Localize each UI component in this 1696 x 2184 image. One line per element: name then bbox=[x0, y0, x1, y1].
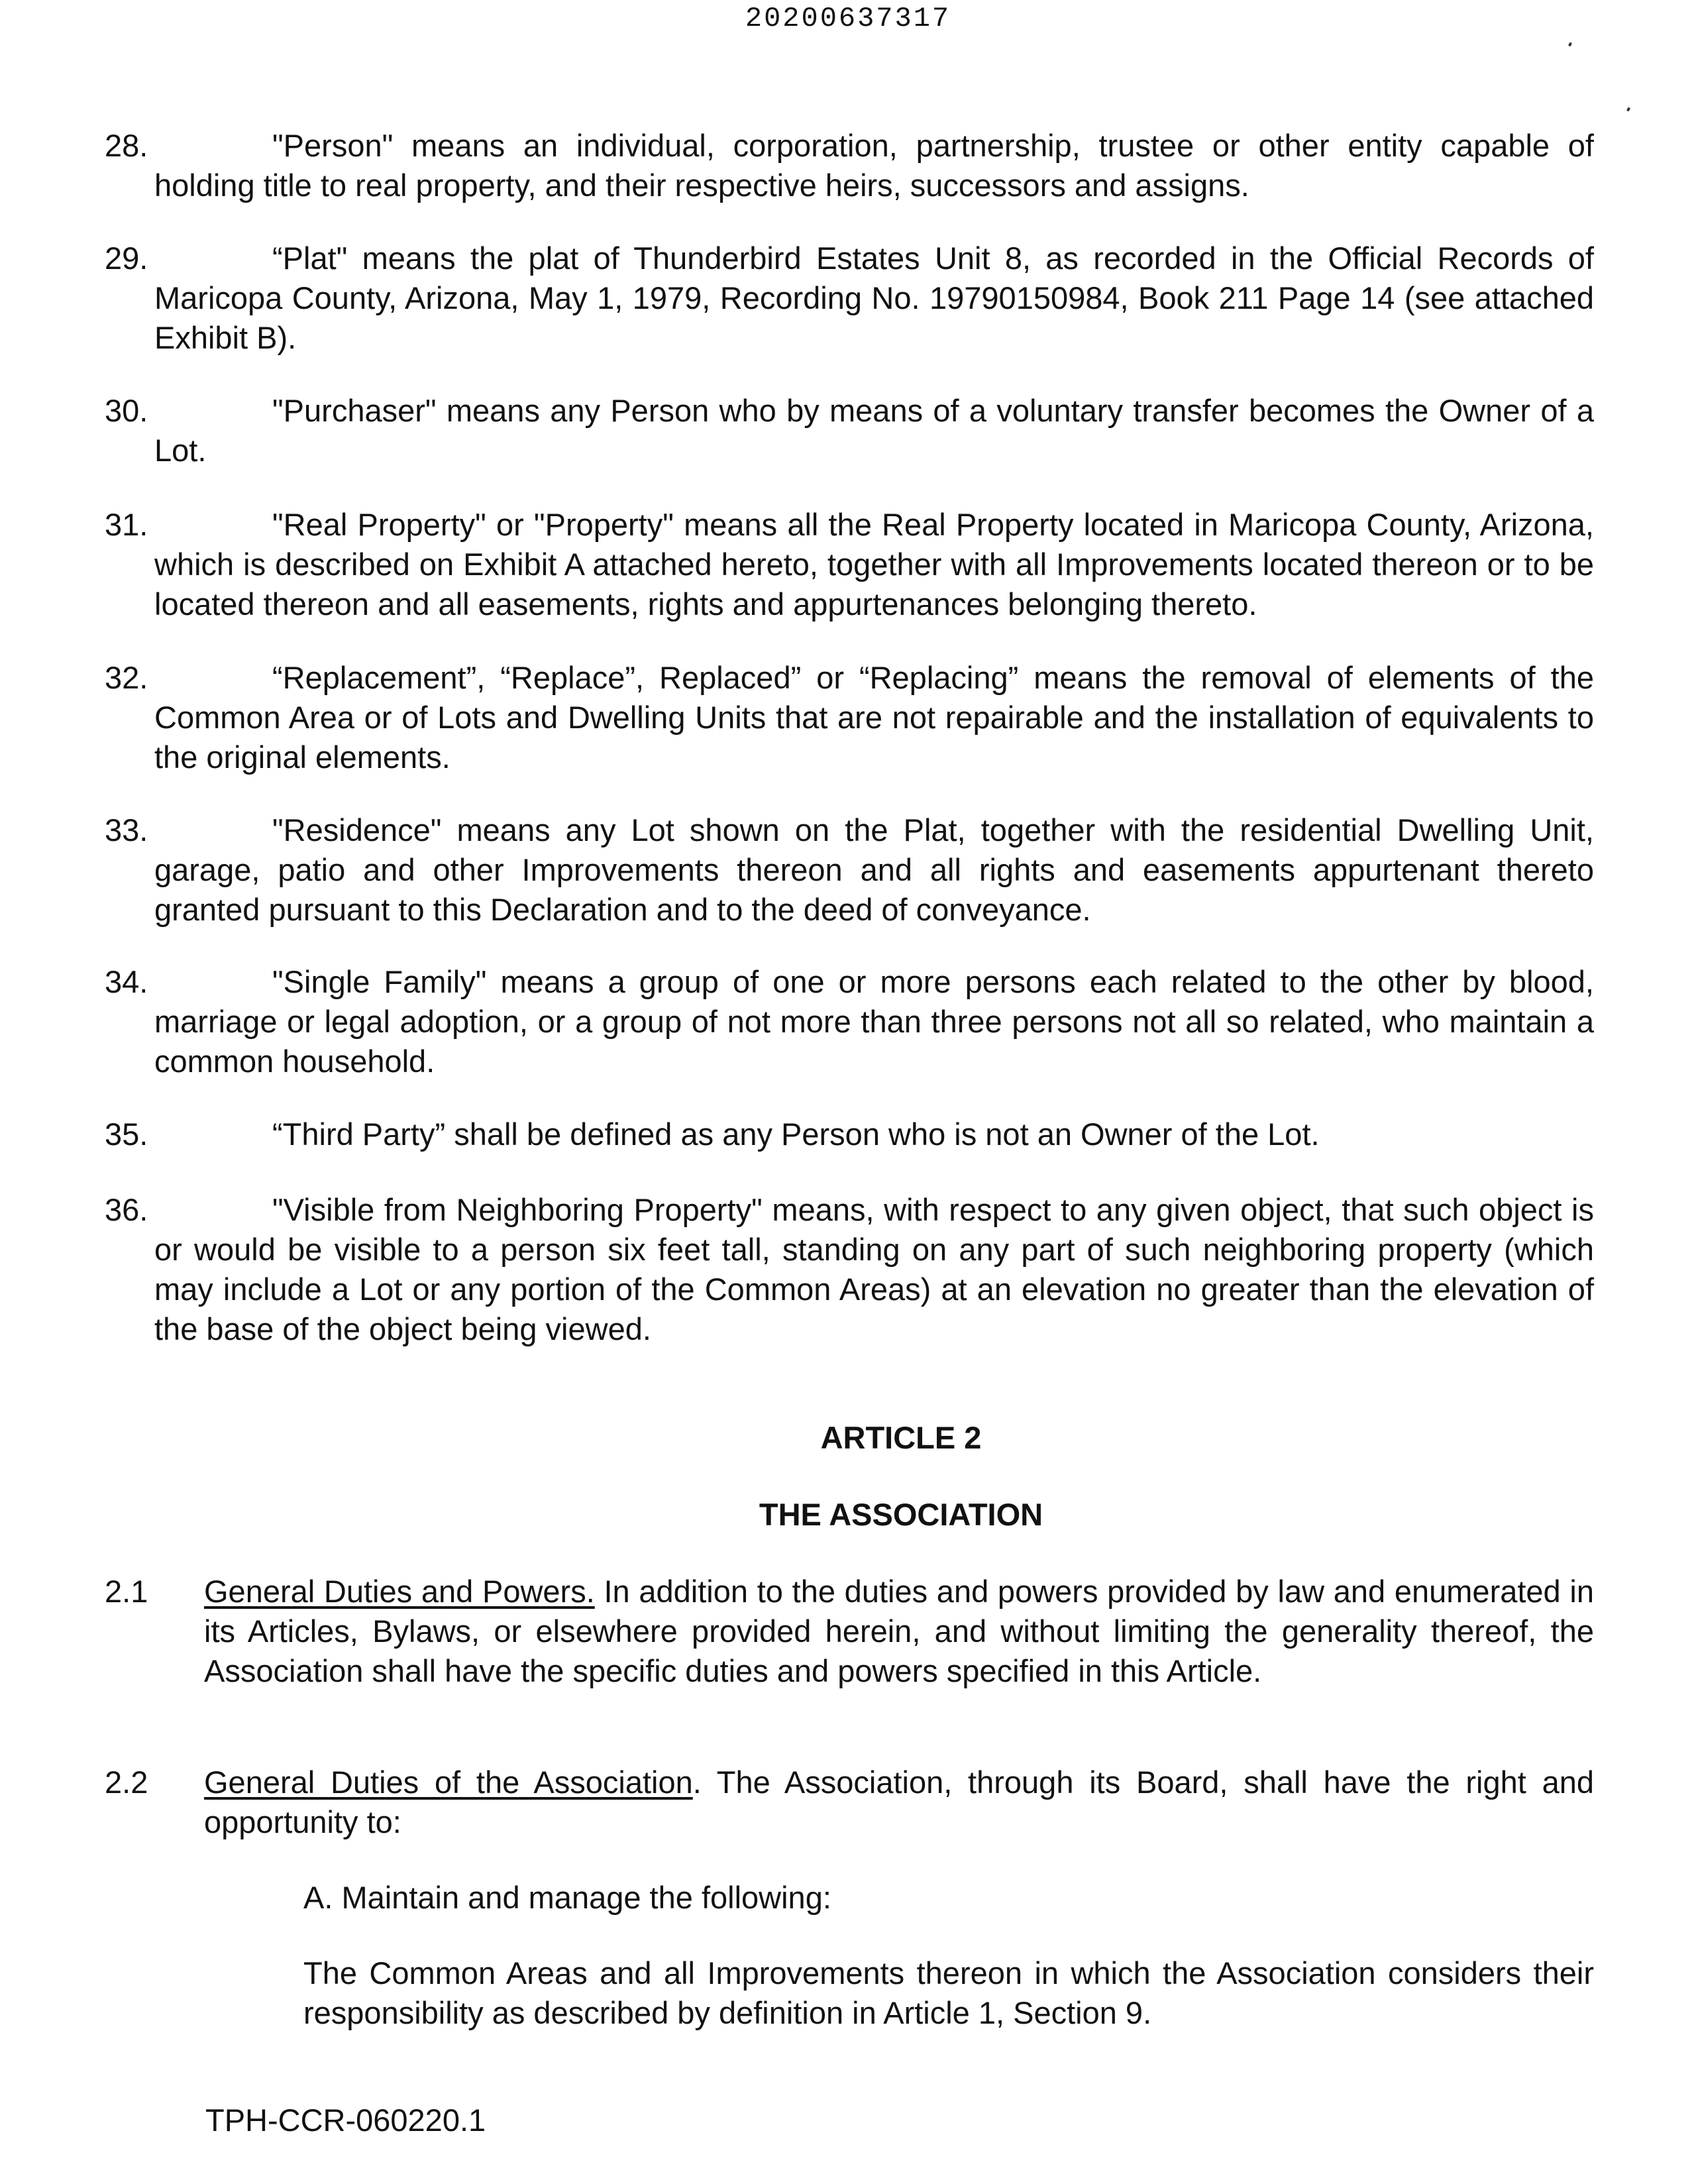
scan-speck bbox=[1568, 42, 1572, 46]
definition-text: "Residence" means any Lot shown on the Plat, together with the residential Dwelling Unit, garage, patio and other Improvements thereon and all rights and easements appurtenant thereto granted pursuant to this Declaration and to the deed of conveyance. bbox=[154, 812, 1594, 927]
definition-35 bbox=[105, 1115, 1594, 1154]
section-text: In addition to the duties and powers provided by law and enumerated in its Articles, Bylaws, or elsewhere provided herein, and without limiting the generality thereof, the Association shall have the specific duties and powers specified in this Article. bbox=[204, 1574, 1594, 1688]
definition-text: “Replacement”, “Replace”, Replaced” or “Replacing” means the removal of elements of the Common Area or of Lots and Dwelling Units that are not repairable and the installation of equivalents to the original elements. bbox=[154, 660, 1594, 775]
definition-29 bbox=[105, 239, 1594, 358]
section-heading: General Duties of the Association bbox=[204, 1765, 693, 1800]
definition-number: 32. bbox=[105, 660, 148, 695]
definition-text: "Purchaser" means any Person who by means of a voluntary transfer becomes the Owner of a Lot. bbox=[154, 393, 1594, 468]
article-title-heading: THE ASSOCIATION bbox=[759, 1497, 1043, 1532]
definition-36 bbox=[105, 1190, 1594, 1349]
article-number-heading: ARTICLE 2 bbox=[820, 1420, 982, 1455]
definition-number: 31. bbox=[105, 507, 148, 542]
definition-30 bbox=[105, 391, 1594, 470]
definition-number: 36. bbox=[105, 1192, 148, 1227]
subitem-a-label: A. Maintain and manage the following: bbox=[303, 1880, 831, 1915]
recording-number: 20200637317 bbox=[745, 3, 951, 34]
definition-text: "Real Property" or "Property" means all the Real Property located in Maricopa County, Arizona, which is described on Exhibit A attached hereto, together with all Improvements located thereon or to be located thereon and all easements, rights and appurtenances belonging thereto. bbox=[154, 507, 1594, 622]
section-heading: General Duties and Powers. bbox=[204, 1574, 595, 1609]
definition-text: "Single Family" means a group of one or more persons each related to the other by blood, marriage or legal adoption, or a group of not more than three persons not all so related, who maintain a common household. bbox=[154, 964, 1594, 1079]
section-2-1 bbox=[105, 1572, 1594, 1691]
definition-number: 28. bbox=[105, 128, 148, 163]
definition-text: “Plat" means the plat of Thunderbird Estates Unit 8, as recorded in the Official Records of Maricopa County, Arizona, May 1, 1979, Recording No. 19790150984, Book 211 Page 14 (see attached Exhibit B). bbox=[154, 241, 1594, 355]
subitem-a-text: The Common Areas and all Improvements thereon in which the Association considers their responsibility as described by definition in Article 1, Section 9. bbox=[303, 1955, 1594, 2030]
section-2-2 bbox=[105, 1763, 1594, 1842]
definition-33 bbox=[105, 810, 1594, 930]
section-number: 2.2 bbox=[105, 1765, 148, 1800]
definition-28 bbox=[105, 126, 1594, 205]
definition-31 bbox=[105, 505, 1594, 624]
section-text: . The Association, through its Board, shall have the right and opportunity to: bbox=[204, 1765, 1595, 1839]
definition-number: 29. bbox=[105, 241, 148, 276]
definition-number: 34. bbox=[105, 964, 148, 999]
definition-number: 33. bbox=[105, 812, 148, 847]
definition-text: “Third Party” shall be defined as any Person who is not an Owner of the Lot. bbox=[272, 1117, 1320, 1152]
definition-text: "Visible from Neighboring Property" means, with respect to any given object, that such object is or would be visible to a person six feet tall, standing on any part of such neighboring property (which may include a Lot or any portion of the Common Areas) at an elevation no greater than the elevation of the base of the object being viewed. bbox=[154, 1192, 1594, 1346]
section-number: 2.1 bbox=[105, 1574, 148, 1609]
definition-number: 30. bbox=[105, 393, 148, 428]
definition-32 bbox=[105, 658, 1594, 777]
definition-number: 35. bbox=[105, 1117, 148, 1152]
footer-document-id: TPH-CCR-060220.1 bbox=[205, 2102, 486, 2138]
scan-speck bbox=[1626, 107, 1630, 111]
definition-text: "Person" means an individual, corporation, partnership, trustee or other entity capable of holding title to real property, and their respective heirs, successors and assigns. bbox=[154, 128, 1594, 203]
definition-34 bbox=[105, 962, 1594, 1081]
